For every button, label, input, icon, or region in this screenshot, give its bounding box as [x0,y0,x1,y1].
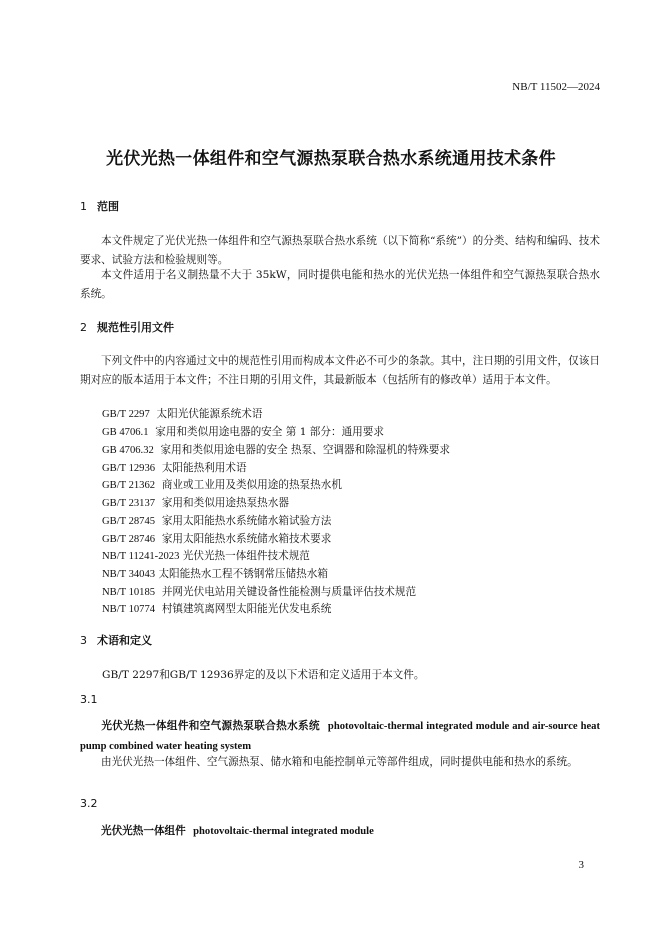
reference-item [102,513,331,528]
scope-paragraph-1: 本文件规定了光伏光热一体组件和空气源热泵联合热水系统（以下简称“系统”）的分类、结构和编码、技术要求、试验方法和检验规则等。 [80,235,600,266]
reference-code: GB/T 21362 [102,480,156,491]
reference-item [102,584,416,599]
section-number: 1 [80,200,87,213]
reference-name: 太阳能热利用术语 [161,462,247,474]
reference-name: 家用太阳能热水系统储水箱试验方法 [161,515,332,527]
reference-code: GB/T 12936 [102,463,156,474]
reference-code: GB/T 28746 [102,534,156,545]
reference-name: 家用和类似用途热泵热水器 [161,497,289,509]
reference-item [102,495,289,510]
reference-name: 太阳光伏能源系统术语 [156,408,263,420]
scope-paragraph-2: 本文件适用于名义制热量不大于 35kW，同时提供电能和热水的光伏光热一体组件和空气源热泵联合热水系统。 [80,269,600,300]
section-title: 规范性引用文件 [97,321,174,334]
section-title: 术语和定义 [97,634,152,647]
reference-code: GB 4706.1 [102,427,149,438]
section-3-heading [80,632,152,648]
reference-item [102,442,450,457]
term-3-1-definition: 由光伏光热一体组件、空气源热泵、储水箱和电能控制单元等部件组成，同时提供电能和热水的系统。 [101,756,578,768]
reference-item [102,548,310,563]
reference-item [102,424,384,439]
reference-name: 家用太阳能热水系统储水箱技术要求 [161,533,332,545]
document-title: 光伏光热一体组件和空气源热泵联合热水系统通用技术条件 [106,149,556,169]
term-3-2 [80,822,600,842]
section-title: 范围 [97,200,119,213]
term-chinese: 光伏光热一体组件和空气源热泵联合热水系统 [101,720,320,732]
reference-item [102,531,331,546]
reference-code: NB/T 34043 [102,569,156,580]
reference-item [102,477,342,492]
reference-code: GB/T 28745 [102,516,156,527]
reference-name: 光伏光热一体组件技术规范 [182,550,310,562]
reference-item [102,460,247,475]
reference-item [102,601,331,616]
term-english: photovoltaic-thermal integrated module and air-source heat pump combined water heating system [80,721,600,752]
reference-name: 商业或工业用及类似用途的热泵热水机 [161,479,342,491]
reference-code: GB/T 23137 [102,498,156,509]
section-number: 2 [80,321,87,334]
reference-name: 村镇建筑离网型太阳能光伏发电系统 [161,603,332,615]
reference-code: NB/T 10185 [102,587,156,598]
terms-intro: GB/T 2297和GB/T 12936界定的及以下术语和定义适用于本文件。 [102,669,425,681]
reference-code: NB/T 10774 [102,604,156,615]
section-1-heading [80,198,119,214]
reference-name: 太阳能热水工程不锈钢常压储热水箱 [158,568,328,580]
clause-number: 3.2 [80,797,98,810]
references-intro: 下列文件中的内容通过文中的规范性引用而构成本文件必不可少的条款。其中，注日期的引用文件，仅该日期对应的版本适用于本文件；不注日期的引用文件，其最新版本（包括所有的修改单）适用于本文件。 [80,355,600,386]
reference-name: 家用和类似用途电器的安全 热泵、空调器和除湿机的特殊要求 [160,444,450,456]
term-3-1 [80,717,600,756]
clause-number: 3.1 [80,693,98,706]
section-number: 3 [80,634,87,647]
reference-item [102,566,328,581]
standard-code: NB/T 11502—2024 [512,81,600,93]
term-chinese: 光伏光热一体组件 [101,825,186,837]
reference-code: NB/T 11241-2023 [102,551,180,562]
term-english: photovoltaic-thermal integrated module [193,826,374,837]
page-number: 3 [578,859,584,871]
section-2-heading [80,319,174,335]
reference-code: GB/T 2297 [102,409,150,420]
reference-item [102,406,262,421]
reference-name: 并网光伏电站用关键设备性能检测与质量评估技术规范 [161,586,417,598]
reference-name: 家用和类似用途电器的安全 第 1 部分：通用要求 [155,426,384,438]
reference-code: GB 4706.32 [102,445,154,456]
